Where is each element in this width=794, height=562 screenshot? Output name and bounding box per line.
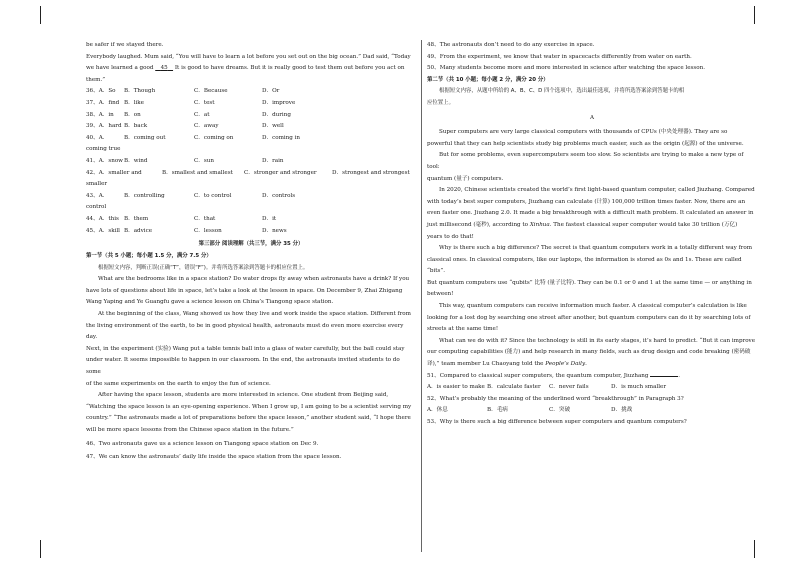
option-row: 36、A．So B．Though C．Because D．Or — [86, 88, 280, 95]
passage-line: under water. It seems impossible to happen in our classroom. In the end, the astronauts invited students to do some — [86, 357, 400, 376]
section2-header: 第二节（共 10 小题；每小题 2 分，满分 20 分） — [427, 76, 549, 83]
passage-line: After having the space lesson, students are more interested in science. One student from Beijing said, — [98, 392, 389, 399]
passage-line: between! — [427, 291, 454, 298]
passage-line: just millisecond (毫秒), according to Xinhua. The fastest classical super computer would take 30 trillion (万亿) — [427, 221, 738, 228]
section1-instruction: 根据短文内容，判断正误(正确“T”，错误“F”)。并将所选答案涂到答题卡的相应位置上。 — [98, 264, 309, 271]
passage-line: quantum (量子) computers. — [427, 175, 504, 182]
question-51: 51、Compared to classical super computers, the quantum computer, Jiuzhang . — [427, 372, 681, 379]
passage-line: But quantum computers use “qubits” 比特 (量子比特). They can be 0.1 or 0 and 1 at the same time — or anything in — [427, 279, 752, 286]
question-53: 53、Why is there such a big difference between super computers and quantum computers? — [427, 419, 687, 425]
question-49: 49、From the experiment, we know that water in spacecacts differently from water on earth. — [427, 53, 692, 60]
passage-line: This way, quantum computers can receive information much faster. A classical computer’s calculation is like — [439, 303, 747, 310]
crop-mark-top-right — [754, 6, 755, 24]
passage-line: Next, in the experiment (实验) Wang put a table tennis ball into a glass of water carefully, but the ball could stay — [86, 345, 405, 352]
left-column — [86, 40, 416, 464]
passage-line: Why is there such a big difference? The secret is that quantum computers work in a totally different way from — [439, 245, 752, 252]
passage-quantum — [427, 127, 757, 370]
crop-mark-bottom-right — [754, 540, 755, 558]
question-52-options: A．休息 B．毛病 C．突破 D．挑战 — [427, 407, 633, 414]
passage-line: looking for a lost dog by searching one street after another, but quantum computers can do it by searching lots of — [427, 314, 751, 321]
section2-instruction-cont: 应位置上。 — [427, 99, 454, 106]
option-row: 42、A．smaller and smaller B．smallest and smallest C．stronger and stronger D．strongest and strongest — [86, 169, 410, 188]
option-row: 40、A．coming true B．coming out C．coming on D．coming in — [86, 134, 301, 153]
passage-line: What are the bedrooms like in a space station? Do water drops fly away when astronauts have a drink? If you — [98, 276, 410, 283]
passage-line: our computing capabilities (能力) and help research in many fields, such as drug design and code breaking (密码破 — [427, 349, 751, 356]
passage-line: even faster one. Jiuzhang 2.0. It made a big breakthrough with a difficult math problem. It calculated an answer in — [427, 210, 754, 217]
passage-line: powerful that they can help scientists study big problems much easier, such as the origin (起源) of the universe. — [427, 140, 744, 147]
intro-line: them.” — [86, 76, 106, 83]
passage-line: streets at the same time! — [427, 326, 499, 333]
intro-line: be safer if we stayed there. — [86, 42, 164, 48]
passage-line: years to do that! — [427, 233, 474, 240]
cloze-options — [86, 86, 416, 237]
passage-line: In 2020, Chinese scientists created the world’s first light-based quantum computer, called Jiuzhang. Compared — [439, 187, 755, 194]
option-row: 37、A．find B．like C．test D．improve — [86, 99, 296, 106]
question-47: 47、We can know the astronauts’ daily life inside the space station from the space lesson. — [86, 454, 342, 461]
passage-line: the living environment of the earth, to be in good physical health, astronauts must do even more exercise every day. — [86, 322, 404, 341]
column-divider — [421, 40, 422, 552]
section1-header: 第一节（共 5 小题；每小题 1.5 分，满分 7.5 分） — [86, 253, 212, 260]
intro-line: we have learned a good 45 It is good to have dreams. But it is really good to test them out before you act on — [86, 65, 405, 72]
blank-number: 45 — [160, 65, 168, 72]
passage-line: But for some problems, even supercomputers seem too slow. So scientists are trying to make a new type of tool: — [427, 152, 744, 170]
passage-line: will be more space lessons from the Chinese space station in the future.” — [86, 427, 294, 433]
passage-line: of the same experiments on the earth to enjoy the fun of science. — [86, 380, 271, 387]
passage-line: classical ones. In classical computers, like our laptops, the information is stored as 0s and 1s. These are called “bits”. — [427, 256, 742, 275]
passage-space-lesson — [86, 274, 416, 436]
question-48: 48、The astronauts don’t need to do any exercise in space. — [427, 42, 595, 48]
option-row: 44、A．this B．them C．that D．it — [86, 215, 277, 222]
question-51-options: A．is easier to make B．calculate faster C．never fails D．is much smaller — [427, 384, 667, 391]
option-row: 45、A．skill B．advice C．lesson D．news — [86, 227, 287, 234]
passage-line: country.” “The astronauts made a lot of preparations before the space lesson,” another student said, “I hope there — [86, 415, 411, 422]
option-row: 39、A．hard B．back C．away D．well — [86, 123, 284, 130]
part3-title: 第三部分 阅读理解（共三节，满分 35 分） — [198, 241, 304, 248]
passage-label: A — [589, 114, 595, 121]
passage-line: “Watching the space lesson is an eye-opening experience. When I grow up, I am going to be a scientist serving my — [86, 403, 412, 410]
passage-line: have lots of questions about life in space, let’s take a look at the lesson in space. On December 9, Zhai Zhigang — [86, 287, 403, 294]
option-row: 38、A．in B．on C．at D．during — [86, 111, 291, 118]
passage-line: What can we do with it? Since the technology is still in its early stages, it’s hard to predict. “But it can improve — [439, 337, 756, 344]
question-50: 50、Many students become more and more interested in science after watching the space lesson. — [427, 65, 706, 72]
passage-line: At the beginning of the class, Wang showed us how they live and work inside the space station. Different from — [98, 311, 411, 318]
crop-mark-bottom-left — [40, 540, 41, 558]
right-column — [427, 40, 757, 429]
passage-line: with today’s best super computers, Jiuzhang can calculate (计算) 100,000 trillion times faster. Now, there are an — [427, 198, 746, 205]
passage-line: Wang Yaping and Ye Guangfu gave a science lesson on China’s Tiangong space station. — [86, 299, 334, 306]
passage-line: Super computers are very large classical computers with thousands of CPUs (中央处理器). They are so — [439, 129, 728, 136]
question-52: 52、What’s probably the meaning of the underlined word “breakthrough” in Paragraph 3? — [427, 395, 684, 402]
passage-line: 译),” team member Lu Chaoyang told the People’s Daily. — [427, 361, 587, 368]
question-46: 46、Two astronauts gave us a science lesson on Tiangong space station on Dec 9. — [86, 440, 319, 447]
section2-instruction: 根据短文内容，从题中所给的 A、B、C、D 四个选项中，选出最佳选项，并将所选答案涂到答题卡的相 — [439, 88, 685, 95]
option-row: 41、A．snow B．wind C．sun D．rain — [86, 157, 284, 164]
option-row: 43、A．control B．controlling C．to control D．controls — [86, 192, 296, 211]
intro-line: Everybody laughed. Mum said, “You will have to learn a lot before you set out on the big ocean.” Dad said, “Today — [86, 53, 411, 60]
crop-mark-top-left — [40, 6, 41, 24]
